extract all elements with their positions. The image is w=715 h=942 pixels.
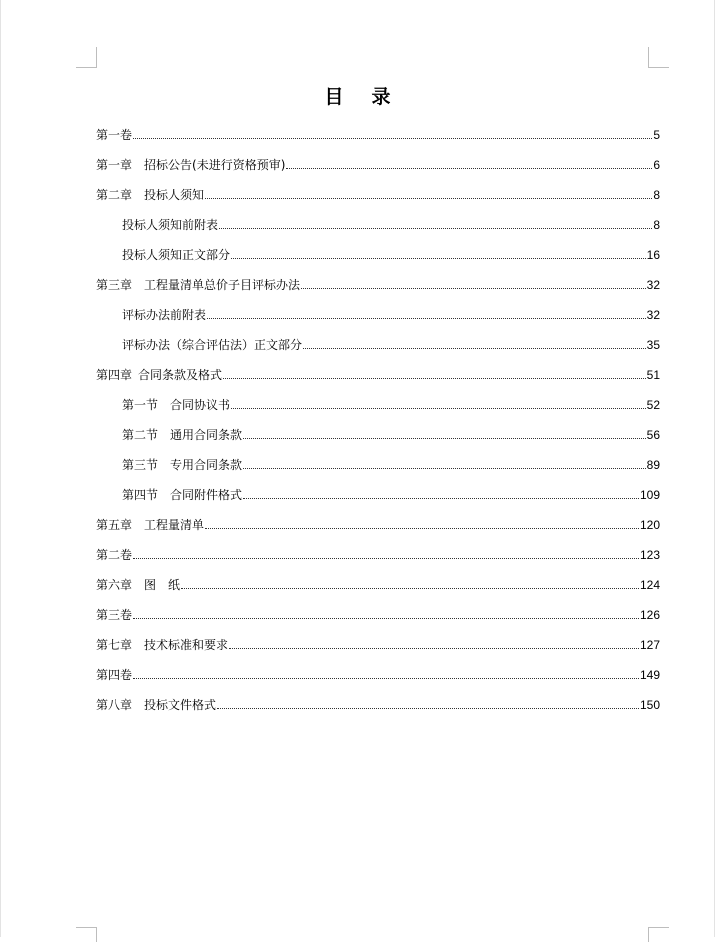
toc-entry-page-number: 35 xyxy=(646,338,660,352)
toc-entry-number: 第一节 xyxy=(122,398,159,412)
toc-entry[interactable] xyxy=(96,145,660,175)
toc-entry[interactable] xyxy=(96,355,660,385)
toc-entry-title: 投标文件格式 xyxy=(144,698,217,712)
toc-entry-page-number: 127 xyxy=(639,638,660,652)
toc-entry[interactable] xyxy=(96,415,660,445)
toc-entry[interactable] xyxy=(96,385,660,415)
toc-entry-label xyxy=(96,128,132,142)
toc-entry-number: 第七章 xyxy=(96,638,133,652)
toc-entry-title: 招标公告(未进行资格预审) xyxy=(144,158,286,172)
toc-entry-number: 第四节 xyxy=(122,488,159,502)
toc-entry[interactable] xyxy=(96,265,660,295)
toc-entry[interactable] xyxy=(96,205,660,235)
toc-entry-title: 工程量清单总价子目评标办法 xyxy=(144,278,301,292)
toc-dot-leader xyxy=(301,288,646,289)
toc-entry[interactable] xyxy=(96,295,660,325)
toc-entry-page-number: 150 xyxy=(639,698,660,712)
toc-entry[interactable] xyxy=(96,445,660,475)
table-of-contents xyxy=(96,115,660,715)
toc-entry-number: 第四章 xyxy=(96,368,133,382)
toc-dot-leader xyxy=(217,708,639,709)
page-title xyxy=(0,82,715,109)
toc-dot-leader xyxy=(243,468,646,469)
toc-entry-page-number: 109 xyxy=(639,488,660,502)
toc-entry-label xyxy=(122,458,242,472)
toc-entry[interactable] xyxy=(96,625,660,655)
toc-entry-page-number: 8 xyxy=(653,188,660,202)
toc-dot-leader xyxy=(133,678,639,679)
toc-entry[interactable] xyxy=(96,235,660,265)
toc-entry-label xyxy=(96,638,228,652)
toc-entry-label xyxy=(122,428,242,442)
toc-entry-title: 通用合同条款 xyxy=(170,428,243,442)
toc-entry-label xyxy=(96,668,132,682)
toc-entry-title: 图 纸 xyxy=(144,578,181,592)
toc-entry-title: 投标人须知 xyxy=(144,188,205,202)
toc-entry-label xyxy=(96,608,132,622)
toc-entry[interactable] xyxy=(96,685,660,715)
toc-entry-label xyxy=(96,188,204,202)
toc-entry-number: 第四卷 xyxy=(96,668,133,682)
toc-entry-label xyxy=(122,338,302,352)
toc-dot-leader xyxy=(223,378,646,379)
toc-entry-page-number: 89 xyxy=(646,458,660,472)
toc-entry-title: 投标人须知前附表 xyxy=(122,218,219,232)
toc-dot-leader xyxy=(181,588,639,589)
toc-dot-leader xyxy=(207,318,646,319)
toc-entry-page-number: 51 xyxy=(646,368,660,382)
toc-entry-page-number: 32 xyxy=(646,278,660,292)
toc-dot-leader xyxy=(133,618,639,619)
toc-entry-label xyxy=(122,398,230,412)
toc-dot-leader xyxy=(219,228,652,229)
toc-entry-title: 合同附件格式 xyxy=(170,488,243,502)
toc-entry-title: 工程量清单 xyxy=(144,518,205,532)
toc-entry-title: 评标办法前附表 xyxy=(122,308,207,322)
toc-entry-number: 第二卷 xyxy=(96,548,133,562)
toc-entry-page-number: 56 xyxy=(646,428,660,442)
toc-entry-label xyxy=(96,368,222,382)
toc-dot-leader xyxy=(133,558,639,559)
toc-entry-number: 第二节 xyxy=(122,428,159,442)
toc-entry-number: 第三卷 xyxy=(96,608,133,622)
toc-entry-number: 第六章 xyxy=(96,578,133,592)
toc-entry-number: 第二章 xyxy=(96,188,133,202)
toc-entry-title: 合同协议书 xyxy=(170,398,231,412)
toc-entry[interactable] xyxy=(96,115,660,145)
toc-entry-number: 第三节 xyxy=(122,458,159,472)
toc-entry-title: 技术标准和要求 xyxy=(144,638,229,652)
toc-entry[interactable] xyxy=(96,565,660,595)
toc-entry[interactable] xyxy=(96,535,660,565)
toc-entry-label xyxy=(122,218,218,232)
crop-mark-top-right xyxy=(648,47,669,68)
toc-entry-number: 第三章 xyxy=(96,278,133,292)
toc-entry[interactable] xyxy=(96,325,660,355)
crop-mark-bottom-right xyxy=(648,927,669,942)
toc-entry-page-number: 149 xyxy=(639,668,660,682)
toc-entry-label xyxy=(96,698,216,712)
toc-entry[interactable] xyxy=(96,505,660,535)
toc-entry-page-number: 120 xyxy=(639,518,660,532)
toc-entry-title: 合同条款及格式 xyxy=(138,368,223,382)
toc-entry-label xyxy=(96,158,285,172)
toc-entry-label xyxy=(122,248,230,262)
toc-dot-leader xyxy=(243,498,639,499)
toc-entry-label xyxy=(96,278,300,292)
toc-entry-number: 第一章 xyxy=(96,158,133,172)
toc-dot-leader xyxy=(231,258,646,259)
toc-dot-leader xyxy=(205,198,652,199)
toc-dot-leader xyxy=(243,438,646,439)
toc-entry[interactable] xyxy=(96,475,660,505)
toc-entry-label xyxy=(96,518,204,532)
toc-entry-page-number: 52 xyxy=(646,398,660,412)
toc-entry-page-number: 124 xyxy=(639,578,660,592)
toc-entry[interactable] xyxy=(96,655,660,685)
toc-entry-label xyxy=(122,488,242,502)
toc-dot-leader xyxy=(133,138,652,139)
toc-entry-number: 第八章 xyxy=(96,698,133,712)
toc-entry-label xyxy=(96,578,180,592)
toc-entry-page-number: 6 xyxy=(653,158,660,172)
toc-entry-page-number: 123 xyxy=(639,548,660,562)
toc-entry-page-number: 8 xyxy=(653,218,660,232)
crop-mark-bottom-left xyxy=(76,927,97,942)
toc-entry-label xyxy=(96,548,132,562)
toc-dot-leader xyxy=(286,168,652,169)
toc-entry-label xyxy=(122,308,206,322)
page-title-char-1: 目 xyxy=(324,86,344,108)
toc-entry-title: 专用合同条款 xyxy=(170,458,243,472)
toc-entry[interactable] xyxy=(96,175,660,205)
toc-entry-title: 投标人须知正文部分 xyxy=(122,248,231,262)
toc-entry-number: 第一卷 xyxy=(96,128,133,142)
crop-mark-top-left xyxy=(76,47,97,68)
toc-entry-number: 第五章 xyxy=(96,518,133,532)
toc-entry-page-number: 16 xyxy=(646,248,660,262)
toc-dot-leader xyxy=(205,528,639,529)
toc-entry-page-number: 126 xyxy=(639,608,660,622)
toc-entry-title: 评标办法（综合评估法）正文部分 xyxy=(122,338,303,352)
toc-entry-page-number: 5 xyxy=(653,128,660,142)
toc-entry-page-number: 32 xyxy=(646,308,660,322)
toc-dot-leader xyxy=(303,348,646,349)
toc-entry[interactable] xyxy=(96,595,660,625)
toc-dot-leader xyxy=(231,408,646,409)
page-title-char-2: 录 xyxy=(371,86,391,108)
toc-dot-leader xyxy=(229,648,639,649)
